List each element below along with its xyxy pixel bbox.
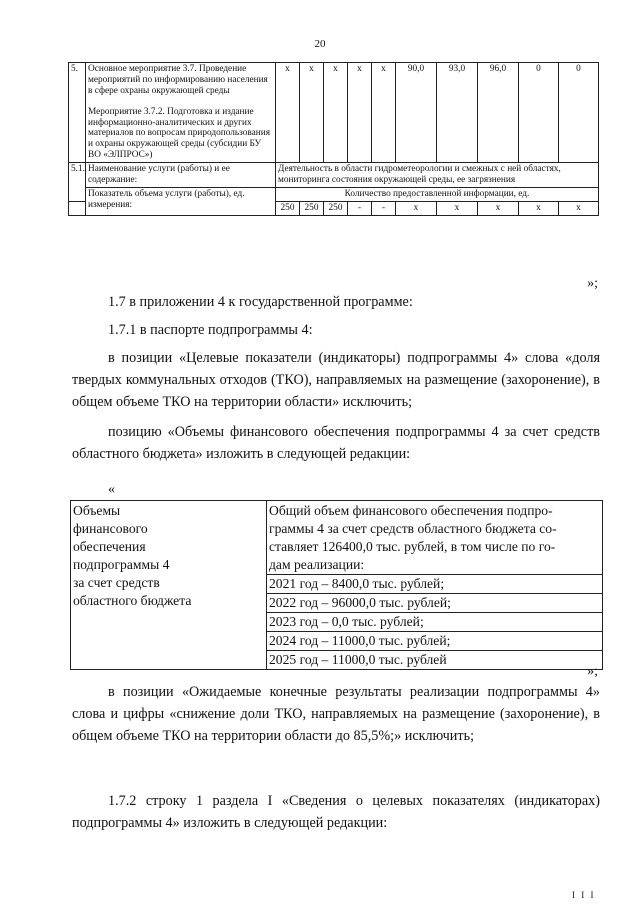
funding-label-cell [71,501,267,670]
paragraph: в позиции «Ожидаемые конечные результаты реализации подпрограммы 4» слова и цифры «снижение доли ТКО, направляемых на размещение (захоронение), в общем объеме ТКО на территории области до 85,5%;» исключить; [72,684,600,744]
table-row [69,63,599,163]
table-cell: х [437,201,478,215]
paragraph: 1.7 в приложении 4 к государственной программе: [108,294,413,310]
paragraph: позицию «Объемы финансового обеспечения подпрограммы 4 за счет средств областного бюджета» изложить в следующей редакции: [72,424,600,462]
table-cell: 250 [300,201,324,215]
funding-year-line: 2024 год – 11000,0 тыс. рублей; [267,632,602,651]
table-cell: х [559,201,599,215]
indicator-label: Показатель объема услуги (работы), ед. измерения: [86,187,276,215]
funding-text-line: ставляет 126400,0 тыс. рублей, в том числе по го- [269,538,556,554]
table-row [71,501,603,670]
funding-year-line: 2021 год – 8400,0 тыс. рублей; [267,575,602,594]
table-cell: х [348,63,372,163]
table-cell: 0 [559,63,599,163]
funding-label-line: обеспечения [73,538,146,554]
table-cell: 0 [519,63,559,163]
paragraph: 1.7.2 строку 1 раздела I «Сведения о целевых показателях (индикаторах) подпрограммы 4» изложить в следующей редакции: [72,793,600,831]
table-cell: - [348,201,372,215]
funding-table [70,500,603,670]
service-label: Наименование услуги (работы) и ее содержание: [86,163,276,188]
table-cell: 93,0 [437,63,478,163]
table-cell: 250 [276,201,300,215]
table-cell: х [519,201,559,215]
table-cell: 90,0 [396,63,437,163]
funding-label-line: за счет средств [73,574,160,590]
funding-value-cell [267,501,603,670]
funding-label-line: финансового [73,520,148,536]
funding-year-line: 2022 год – 96000,0 тыс. рублей; [267,594,602,613]
opening-quote: « [108,482,115,497]
paragraph: 1.7.1 в паспорте подпрограммы 4: [108,322,313,338]
row-number: 5.1. [69,163,86,202]
indicator-header: Количество предоставленной информации, ед. [276,187,599,201]
service-value: Деятельность в области гидрометеорологии и смежных с ней областях, мониторинга состояния окружающей среды, ее загрязнения [276,163,599,188]
table-cell: х [396,201,437,215]
table-cell: х [300,63,324,163]
row-number: 5. [69,63,86,163]
table-cell: х [478,201,519,215]
closing-quote: »; [587,664,598,679]
table-cell: х [324,63,348,163]
table-cell: - [372,201,396,215]
page-number: 20 [314,38,326,50]
event-title: Основное мероприятие 3.7. Проведение мероприятий по информированию населения в сфере охраны окружающей среды [88,64,268,96]
funding-year-line: 2025 год – 11000,0 тыс. рублей [269,651,447,667]
table-cell: 96,0 [478,63,519,163]
paragraph: в позиции «Целевые показатели (индикаторы) подпрограммы 4» слова «доля твердых коммунальных отходов (ТКО), направляемых на размещение (захоронение), в общем объеме ТКО на территории области» исключить; [72,350,600,410]
event-subtitle: Мероприятие 3.7.2. Подготовка и издание информационно-аналитических и других материалов по вопросам природопользования и охраны окружающей среды (субсидии БУ ВО «ЭЛПРОС») [88,106,271,161]
funding-text-line: дам реализации: [267,556,602,575]
footer-mark: I I I [572,890,596,900]
table-cell: х [276,63,300,163]
funding-text-line: Общий объем финансового обеспечения подпро- [269,503,553,518]
funding-label-line: подпрограммы 4 [73,556,170,572]
table-cell: 250 [324,201,348,215]
table-cell: х [372,63,396,163]
funding-text-line: граммы 4 за счет средств областного бюджета со- [269,520,557,536]
indicators-table [68,62,599,216]
closing-quote: »; [587,276,598,291]
funding-label-line: Объемы [73,503,121,518]
funding-year-line: 2023 год – 0,0 тыс. рублей; [267,613,602,632]
table-row [69,163,599,188]
table-row [69,187,599,201]
event-cell [86,63,276,163]
funding-label-line: областного бюджета [73,592,192,608]
